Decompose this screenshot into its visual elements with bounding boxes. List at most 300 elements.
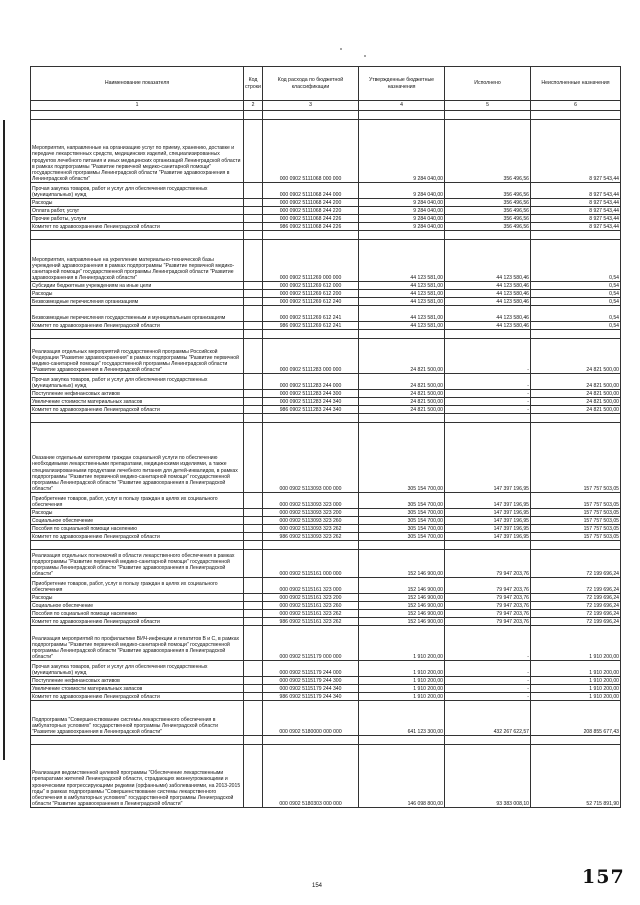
row-approved-cell: 44 123 581,00: [359, 282, 445, 290]
empty-cell: [531, 414, 621, 423]
row-kbk-cell: 000 0902 5111068 244 000: [263, 183, 359, 199]
row-undone-cell: 72 199 696,24: [531, 594, 621, 602]
row-done-cell: -: [445, 661, 531, 677]
row-done-cell: 356 496,56: [445, 207, 531, 215]
row-undone-cell: 24 821 500,00: [531, 339, 621, 374]
row-name-cell: Подпрограмма "Совершенствование системы лекарственного обеспечения в амбулаторных условиях" государственной программы Ленинградской области "Развитие здравоохранения в Ленинградской области": [31, 701, 244, 736]
row-undone-cell: 8 927 543,44: [531, 199, 621, 207]
row-done-cell: 432 267 622,57: [445, 701, 531, 736]
row-name-cell: Комитет по здравоохранению Ленинградской области: [31, 223, 244, 231]
row-undone-cell: 1 910 200,00: [531, 685, 621, 693]
row-kbk-cell: 000 0902 5111269 612 240: [263, 298, 359, 306]
row-kbk-cell: 986 0902 5111068 244 226: [263, 223, 359, 231]
empty-cell: [445, 541, 531, 550]
row-name-cell: Реализация отдельных полномочий в области лекарственного обеспечения в рамках подпрограммы "Развитие первичной медико-санитарной помощи" государственной программы Ленинградской области "Развитие здравоохранения в Ленинградской области": [31, 550, 244, 578]
row-kbk-cell: 000 0902 5113093 323 260: [263, 517, 359, 525]
row-done-cell: -: [445, 374, 531, 390]
row-approved-cell: 152 146 900,00: [359, 610, 445, 618]
empty-cell: [263, 111, 359, 120]
row-kbk-cell: 000 0902 5111068 244 226: [263, 215, 359, 223]
column-number: 4: [359, 101, 445, 111]
row-approved-cell: 152 146 900,00: [359, 578, 445, 594]
row-code-cell: [244, 406, 263, 414]
row-kbk-cell: 000 0902 5111269 000 000: [263, 240, 359, 282]
row-name-cell: Приобретение товаров, работ, услуг в пользу граждан в целях их социального обеспечения: [31, 493, 244, 509]
row-code-cell: [244, 183, 263, 199]
row-kbk-cell: 986 0902 5113093 323 262: [263, 533, 359, 541]
row-name-cell: Социальное обеспечение: [31, 517, 244, 525]
row-undone-cell: 0,54: [531, 298, 621, 306]
row-name-cell: Увеличение стоимости материальных запасов: [31, 685, 244, 693]
empty-cell: [531, 330, 621, 339]
table-row: [31, 525, 621, 533]
table-row: [31, 282, 621, 290]
row-kbk-cell: 000 0902 5115179 000 000: [263, 626, 359, 661]
empty-cell: [31, 231, 244, 240]
table-row: [31, 183, 621, 199]
table-row: [31, 322, 621, 330]
row-approved-cell: 24 821 500,00: [359, 374, 445, 390]
table-row: [31, 550, 621, 578]
row-code-cell: [244, 626, 263, 661]
row-code-cell: [244, 199, 263, 207]
empty-cell: [31, 111, 244, 120]
row-name-cell: Увеличение стоимости материальных запасов: [31, 398, 244, 406]
row-approved-cell: 24 821 500,00: [359, 398, 445, 406]
header-code: Код строки: [244, 67, 263, 101]
empty-cell: [31, 541, 244, 550]
row-name-cell: Поступление нефинансовых активов: [31, 677, 244, 685]
row-code-cell: [244, 693, 263, 701]
row-kbk-cell: 000 0902 5113093 323 200: [263, 509, 359, 517]
row-name-cell: Реализация отдельных мероприятий государственной программы Российской Федерации "Развитие здравоохранения" в рамках подпрограммы "Развитие первичной медико-санитарной помощи" государственной программы Ленинградской области "Развитие здравоохранения в Ленинградской области": [31, 339, 244, 374]
row-name-cell: Комитет по здравоохранению Ленинградской области: [31, 406, 244, 414]
row-done-cell: 93 383 008,10: [445, 745, 531, 808]
table-body: [31, 111, 621, 808]
row-code-cell: [244, 594, 263, 602]
empty-cell: [445, 231, 531, 240]
empty-cell: [263, 541, 359, 550]
spacer-row: [31, 736, 621, 745]
row-undone-cell: 157 757 503,05: [531, 525, 621, 533]
row-code-cell: [244, 578, 263, 594]
row-name-cell: Оплата работ, услуг: [31, 207, 244, 215]
row-undone-cell: 8 927 543,44: [531, 215, 621, 223]
row-undone-cell: 157 757 503,05: [531, 509, 621, 517]
empty-cell: [359, 736, 445, 745]
column-number: 3: [263, 101, 359, 111]
row-approved-cell: 641 123 300,00: [359, 701, 445, 736]
empty-cell: [445, 330, 531, 339]
column-number: 6: [531, 101, 621, 111]
row-undone-cell: 24 821 500,00: [531, 374, 621, 390]
header-approved: Утвержденные бюджетные назначения: [359, 67, 445, 101]
empty-cell: [531, 541, 621, 550]
row-code-cell: [244, 661, 263, 677]
table-row: [31, 517, 621, 525]
table-row: [31, 306, 621, 322]
row-code-cell: [244, 240, 263, 282]
row-code-cell: [244, 610, 263, 618]
empty-cell: [531, 736, 621, 745]
row-approved-cell: 152 146 900,00: [359, 594, 445, 602]
row-code-cell: [244, 517, 263, 525]
row-name-cell: Поступление нефинансовых активов: [31, 390, 244, 398]
row-done-cell: 356 496,56: [445, 120, 531, 183]
row-undone-cell: 157 757 503,05: [531, 493, 621, 509]
table-row: [31, 693, 621, 701]
row-done-cell: 147 397 196,95: [445, 493, 531, 509]
row-kbk-cell: 986 0902 5115161 323 262: [263, 618, 359, 626]
row-undone-cell: 24 821 500,00: [531, 390, 621, 398]
row-kbk-cell: 000 0902 5115161 323 262: [263, 610, 359, 618]
row-name-cell: Субсидии бюджетным учреждениям на иные цели: [31, 282, 244, 290]
row-name-cell: Пособия по социальной помощи населению: [31, 525, 244, 533]
empty-cell: [359, 231, 445, 240]
empty-cell: [359, 414, 445, 423]
column-number: 5: [445, 101, 531, 111]
row-kbk-cell: 000 0902 5111283 000 000: [263, 339, 359, 374]
row-kbk-cell: 000 0902 5113093 323 000: [263, 493, 359, 509]
row-done-cell: 44 123 580,46: [445, 322, 531, 330]
row-code-cell: [244, 602, 263, 610]
row-name-cell: Прочая закупка товаров, работ и услуг для обеспечения государственных (муниципальных) нужд: [31, 374, 244, 390]
table-row: [31, 120, 621, 183]
row-name-cell: Расходы: [31, 290, 244, 298]
row-undone-cell: 8 927 543,44: [531, 207, 621, 215]
row-name-cell: Комитет по здравоохранению Ленинградской области: [31, 322, 244, 330]
empty-cell: [31, 414, 244, 423]
header-kbk: Код расхода по бюджетной классификации: [263, 67, 359, 101]
row-kbk-cell: 000 0902 5115179 244 000: [263, 661, 359, 677]
row-approved-cell: 305 154 700,00: [359, 493, 445, 509]
empty-cell: [263, 414, 359, 423]
row-code-cell: [244, 423, 263, 493]
table-row: [31, 493, 621, 509]
row-kbk-cell: 000 0902 5115179 244 340: [263, 685, 359, 693]
handwritten-page-stamp: 157: [582, 866, 625, 888]
row-done-cell: 147 397 196,95: [445, 517, 531, 525]
row-undone-cell: 8 927 543,44: [531, 120, 621, 183]
row-kbk-cell: 000 0902 5115161 323 200: [263, 594, 359, 602]
row-name-cell: Мероприятия, направленные на организацию услуг по приему, хранению, доставке и передаче лекарственных средств, медицинских изделий, специализированных продуктов лечебного питания и иных медицинских организаций Ленинградской области в рамках подпрограммы "Развитие первичной медико-санитарной помощи" государственной программы Ленинградской области "Развитие здравоохранения в Ленинградской области": [31, 120, 244, 183]
row-undone-cell: 72 199 696,24: [531, 550, 621, 578]
row-approved-cell: 24 821 500,00: [359, 406, 445, 414]
row-kbk-cell: 000 0902 5111068 244 200: [263, 199, 359, 207]
row-name-cell: Приобретение товаров, работ, услуг в пользу граждан в целях их социального обеспечения: [31, 578, 244, 594]
row-name-cell: Реализация мероприятий по профилактике ВИЧ-инфекции и гепатитов В и С, в рамках подпрограммы "Развитие первичной медико-санитарной помощи" государственной программы Ленинградской области "Развитие здравоохранения в Ленинградской области": [31, 626, 244, 661]
row-approved-cell: 44 123 581,00: [359, 322, 445, 330]
scan-edge-line: [3, 120, 5, 760]
row-undone-cell: 0,54: [531, 282, 621, 290]
row-code-cell: [244, 339, 263, 374]
row-approved-cell: 44 123 581,00: [359, 240, 445, 282]
row-name-cell: Прочие работы, услуги: [31, 215, 244, 223]
row-undone-cell: 0,54: [531, 240, 621, 282]
row-undone-cell: 1 910 200,00: [531, 661, 621, 677]
row-undone-cell: 52 715 891,90: [531, 745, 621, 808]
row-undone-cell: 0,54: [531, 306, 621, 322]
row-approved-cell: 9 284 040,00: [359, 183, 445, 199]
row-code-cell: [244, 120, 263, 183]
row-done-cell: 79 947 203,76: [445, 550, 531, 578]
table-row: [31, 677, 621, 685]
table-row: [31, 661, 621, 677]
row-done-cell: 79 947 203,76: [445, 610, 531, 618]
row-done-cell: 147 397 196,95: [445, 525, 531, 533]
row-code-cell: [244, 533, 263, 541]
row-done-cell: -: [445, 693, 531, 701]
row-code-cell: [244, 525, 263, 533]
page-number: 154: [312, 883, 323, 889]
row-approved-cell: 1 910 200,00: [359, 685, 445, 693]
row-code-cell: [244, 509, 263, 517]
table-row: [31, 626, 621, 661]
column-number-row: [31, 101, 621, 111]
row-undone-cell: 72 199 696,24: [531, 610, 621, 618]
row-name-cell: Безвозмездные перечисления государственным и муниципальным организациям: [31, 306, 244, 322]
row-kbk-cell: 000 0902 5111068 000 000: [263, 120, 359, 183]
table-row: [31, 290, 621, 298]
table-row: [31, 215, 621, 223]
row-done-cell: -: [445, 398, 531, 406]
table-row: [31, 398, 621, 406]
table-row: [31, 509, 621, 517]
row-done-cell: -: [445, 685, 531, 693]
table-row: [31, 602, 621, 610]
row-kbk-cell: 000 0902 5115179 244 300: [263, 677, 359, 685]
row-approved-cell: 1 910 200,00: [359, 626, 445, 661]
spacer-row: [31, 541, 621, 550]
row-approved-cell: 152 146 900,00: [359, 602, 445, 610]
table-row: [31, 339, 621, 374]
row-undone-cell: 8 927 543,44: [531, 223, 621, 231]
row-name-cell: Прочая закупка товаров, работ и услуг для обеспечения государственных (муниципальных) нужд: [31, 661, 244, 677]
row-undone-cell: 1 910 200,00: [531, 626, 621, 661]
table-row: [31, 406, 621, 414]
row-code-cell: [244, 493, 263, 509]
row-code-cell: [244, 298, 263, 306]
row-approved-cell: 1 910 200,00: [359, 661, 445, 677]
row-undone-cell: 1 910 200,00: [531, 677, 621, 685]
row-approved-cell: 44 123 581,00: [359, 298, 445, 306]
empty-cell: [31, 330, 244, 339]
row-approved-cell: 1 910 200,00: [359, 677, 445, 685]
row-done-cell: -: [445, 339, 531, 374]
row-code-cell: [244, 398, 263, 406]
row-code-cell: [244, 701, 263, 736]
table-row: [31, 701, 621, 736]
row-kbk-cell: 000 0902 5111068 244 220: [263, 207, 359, 215]
row-code-cell: [244, 745, 263, 808]
row-name-cell: Комитет по здравоохранению Ленинградской области: [31, 533, 244, 541]
row-code-cell: [244, 215, 263, 223]
row-name-cell: Расходы: [31, 594, 244, 602]
row-code-cell: [244, 390, 263, 398]
empty-cell: [244, 330, 263, 339]
table-row: [31, 618, 621, 626]
table-row: [31, 390, 621, 398]
row-kbk-cell: 000 0902 5111269 612 241: [263, 306, 359, 322]
empty-cell: [359, 541, 445, 550]
row-done-cell: 147 397 196,95: [445, 423, 531, 493]
empty-cell: [531, 231, 621, 240]
row-name-cell: Пособия по социальной помощи населению: [31, 610, 244, 618]
row-undone-cell: 0,54: [531, 290, 621, 298]
row-approved-cell: 24 821 500,00: [359, 390, 445, 398]
row-code-cell: [244, 685, 263, 693]
row-undone-cell: 0,54: [531, 322, 621, 330]
row-done-cell: 44 123 580,46: [445, 290, 531, 298]
row-code-cell: [244, 322, 263, 330]
row-done-cell: 356 496,56: [445, 183, 531, 199]
row-kbk-cell: 000 0902 5115161 323 260: [263, 602, 359, 610]
row-done-cell: 44 123 580,46: [445, 240, 531, 282]
row-name-cell: Социальное обеспечение: [31, 602, 244, 610]
empty-cell: [244, 231, 263, 240]
row-kbk-cell: 000 0902 5180303 000 000: [263, 745, 359, 808]
row-kbk-cell: 000 0902 5111283 244 300: [263, 390, 359, 398]
table-row: [31, 298, 621, 306]
table-row: [31, 578, 621, 594]
row-kbk-cell: 000 0902 5180000 000 000: [263, 701, 359, 736]
row-approved-cell: 9 284 040,00: [359, 215, 445, 223]
row-undone-cell: 1 910 200,00: [531, 693, 621, 701]
row-done-cell: 44 123 580,46: [445, 282, 531, 290]
row-undone-cell: 208 855 677,43: [531, 701, 621, 736]
row-undone-cell: 24 821 500,00: [531, 398, 621, 406]
empty-cell: [531, 111, 621, 120]
header-done: Исполнено: [445, 67, 531, 101]
table-header-row: [31, 67, 621, 101]
empty-cell: [445, 111, 531, 120]
row-code-cell: [244, 550, 263, 578]
row-approved-cell: 305 154 700,00: [359, 423, 445, 493]
row-kbk-cell: 000 0902 5111283 244 340: [263, 398, 359, 406]
row-done-cell: -: [445, 390, 531, 398]
row-done-cell: 147 397 196,95: [445, 533, 531, 541]
row-name-cell: Мероприятия, направленные на укрепление материально-технической базы учреждений здравоохранения в рамках подпрограммы "Развитие первичной медико-санитарной помощи" государственной программы Ленинградской области "Развитие здравоохранения в Ленинградской области": [31, 240, 244, 282]
scan-speck: [364, 55, 366, 57]
empty-cell: [244, 541, 263, 550]
row-done-cell: 147 397 196,95: [445, 509, 531, 517]
empty-cell: [445, 736, 531, 745]
spacer-row: [31, 111, 621, 120]
row-undone-cell: 157 757 503,05: [531, 423, 621, 493]
spacer-row: [31, 231, 621, 240]
empty-cell: [263, 231, 359, 240]
row-code-cell: [244, 290, 263, 298]
row-undone-cell: 157 757 503,05: [531, 533, 621, 541]
row-approved-cell: 305 154 700,00: [359, 517, 445, 525]
header-undone: Неисполненные назначения: [531, 67, 621, 101]
row-kbk-cell: 000 0902 5115161 000 000: [263, 550, 359, 578]
row-kbk-cell: 000 0902 5111269 612 200: [263, 290, 359, 298]
row-done-cell: 356 496,56: [445, 215, 531, 223]
row-name-cell: Расходы: [31, 509, 244, 517]
row-kbk-cell: 986 0902 5111283 244 340: [263, 406, 359, 414]
row-done-cell: 79 947 203,76: [445, 602, 531, 610]
row-kbk-cell: 000 0902 5111269 612 000: [263, 282, 359, 290]
table-row: [31, 240, 621, 282]
row-approved-cell: 9 284 040,00: [359, 120, 445, 183]
row-approved-cell: 1 910 200,00: [359, 693, 445, 701]
scan-speck: [340, 48, 342, 50]
row-done-cell: -: [445, 406, 531, 414]
table-row: [31, 533, 621, 541]
empty-cell: [244, 414, 263, 423]
row-name-cell: Расходы: [31, 199, 244, 207]
row-done-cell: 79 947 203,76: [445, 594, 531, 602]
row-code-cell: [244, 223, 263, 231]
row-code-cell: [244, 618, 263, 626]
table-row: [31, 745, 621, 808]
row-done-cell: 356 496,56: [445, 199, 531, 207]
row-kbk-cell: 000 0902 5113093 323 262: [263, 525, 359, 533]
table-row: [31, 199, 621, 207]
row-done-cell: 44 123 580,46: [445, 306, 531, 322]
row-approved-cell: 305 154 700,00: [359, 509, 445, 517]
row-approved-cell: 146 098 800,00: [359, 745, 445, 808]
row-undone-cell: 157 757 503,05: [531, 517, 621, 525]
row-undone-cell: 72 199 696,24: [531, 618, 621, 626]
row-kbk-cell: 986 0902 5111269 612 241: [263, 322, 359, 330]
row-done-cell: 79 947 203,76: [445, 618, 531, 626]
row-undone-cell: 24 821 500,00: [531, 406, 621, 414]
row-approved-cell: 305 154 700,00: [359, 533, 445, 541]
row-approved-cell: 152 146 900,00: [359, 618, 445, 626]
row-done-cell: -: [445, 626, 531, 661]
row-name-cell: Прочая закупка товаров, работ и услуг для обеспечения государственных (муниципальных) нужд: [31, 183, 244, 199]
budget-execution-table: [30, 66, 621, 808]
row-done-cell: 356 496,56: [445, 223, 531, 231]
row-approved-cell: 24 821 500,00: [359, 339, 445, 374]
row-code-cell: [244, 306, 263, 322]
row-name-cell: Реализация ведомственной целевой программы "Обеспечение лекарственными препаратами жителей Ленинградской области, страдающих жизнеугрожающими и хроническими прогрессирующими редкими (орфанными) заболеваниями, на 2013-2015 годы" в рамках подпрограммы "Совершенствование системы лекарственного обеспечения в амбулаторных условиях" государственной программы Ленинградской области "Развитие здравоохранения в Ленинградской области": [31, 745, 244, 808]
table-row: [31, 423, 621, 493]
column-number: 2: [244, 101, 263, 111]
row-name-cell: Оказание отдельным категориям граждан социальной услуги по обеспечению необходимыми лекарственными препаратами, медицинскими изделиями, а также специализированными продуктами лечебного питания для детей-инвалидов, в рамках подпрограммы "Развитие первичной медико-санитарной помощи" государственной программы Ленинградской области "Развитие здравоохранения в Ленинградской области": [31, 423, 244, 493]
row-undone-cell: 72 199 696,24: [531, 602, 621, 610]
row-approved-cell: 152 146 900,00: [359, 550, 445, 578]
empty-cell: [31, 736, 244, 745]
row-code-cell: [244, 282, 263, 290]
row-name-cell: Безвозмездные перечисления организациям: [31, 298, 244, 306]
row-kbk-cell: 986 0902 5115179 244 340: [263, 693, 359, 701]
spacer-row: [31, 414, 621, 423]
empty-cell: [445, 414, 531, 423]
table-row: [31, 594, 621, 602]
empty-cell: [244, 111, 263, 120]
spacer-row: [31, 330, 621, 339]
table-row: [31, 685, 621, 693]
empty-cell: [263, 330, 359, 339]
column-number: 1: [31, 101, 244, 111]
table-row: [31, 374, 621, 390]
row-kbk-cell: 000 0902 5115161 323 000: [263, 578, 359, 594]
empty-cell: [263, 736, 359, 745]
row-approved-cell: 44 123 581,00: [359, 290, 445, 298]
table-row: [31, 223, 621, 231]
empty-cell: [359, 330, 445, 339]
empty-cell: [244, 736, 263, 745]
row-done-cell: 79 947 203,76: [445, 578, 531, 594]
row-undone-cell: 8 927 543,44: [531, 183, 621, 199]
row-undone-cell: 72 199 696,24: [531, 578, 621, 594]
row-approved-cell: 305 154 700,00: [359, 525, 445, 533]
empty-cell: [359, 111, 445, 120]
row-approved-cell: 9 284 040,00: [359, 207, 445, 215]
